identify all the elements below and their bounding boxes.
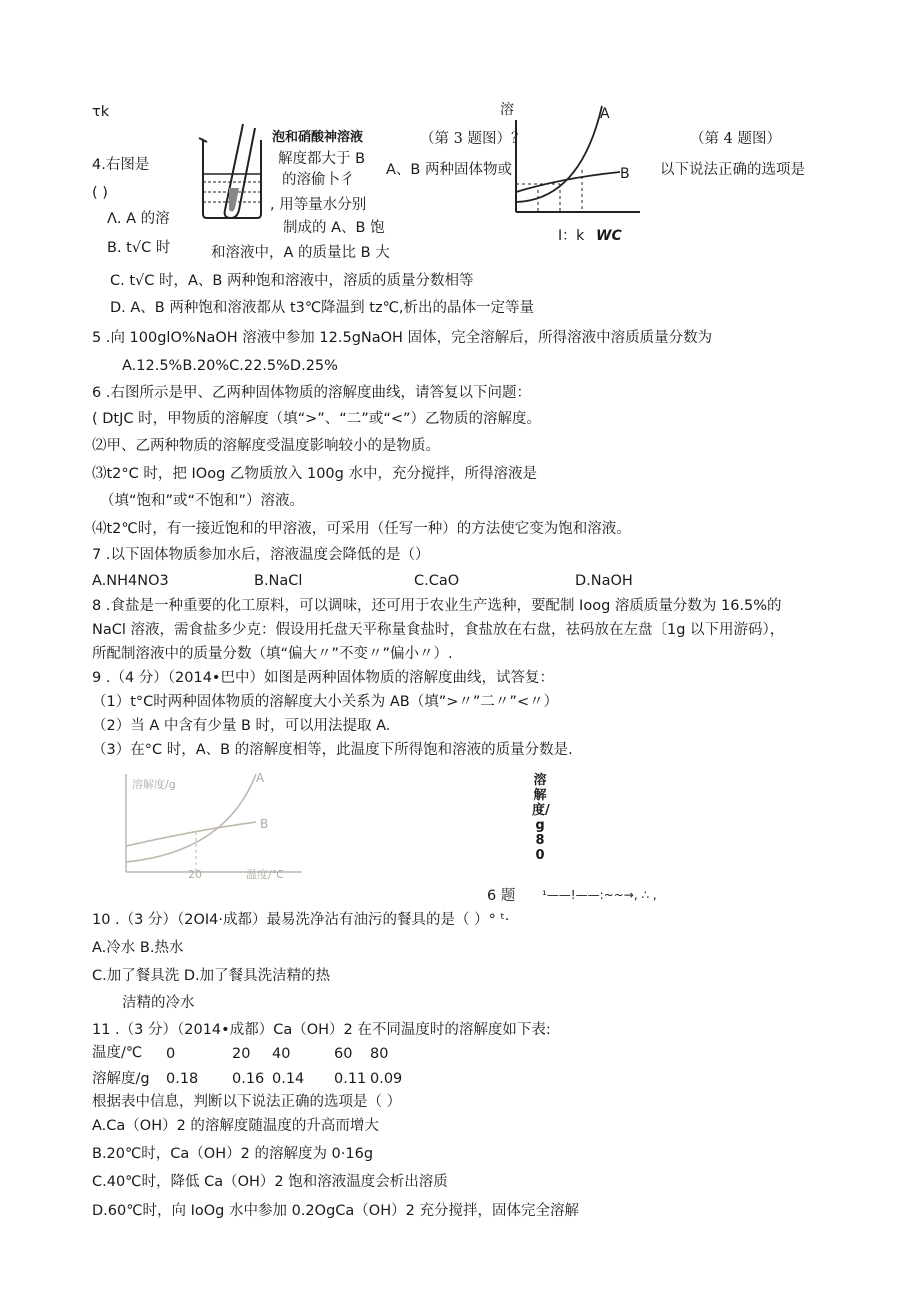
question-4-option-d: D. A、B 两种饱和溶液都从 t3℃降温到 tz℃,析出的晶体一定等量 bbox=[110, 300, 534, 316]
question-7-option-c: C.CaO bbox=[414, 573, 460, 589]
table-temperature-cell: 0 bbox=[166, 1046, 176, 1062]
question-8-line-3: 所配制溶液中的质量分数（填“偏大〃”不变〃”偏小〃）. bbox=[92, 646, 453, 662]
question-4-fragment-3: , 用等量水分别 bbox=[270, 197, 367, 213]
test-tube-icon bbox=[225, 124, 255, 218]
question-6-stem: 6 .右图所示是甲、乙两种固体物质的溶解度曲线，请答复以下问题： bbox=[92, 385, 531, 401]
table-temperature-label: 温度/℃ bbox=[92, 1045, 143, 1061]
table-solubility-cell: 0.09 bbox=[370, 1071, 403, 1087]
question-11-option-d: D.60℃时，向 IoOg 水中参加 0.2OgCa（OH）2 充分搅拌，固体完全溶解 bbox=[92, 1203, 579, 1219]
question-5-stem: 5 .向 100glO%NaOH 溶液中参加 12.5gNaOH 固体，完全溶解后，所得溶液中溶质质量分数为 bbox=[92, 330, 713, 346]
question-6-part-2: ⑵甲、乙两种物质的溶解度受温度影响较小的是物质。 bbox=[92, 438, 440, 454]
figure-3-caption: （第 3 题图）？ bbox=[420, 131, 526, 147]
graph-9-x-label: 温度/℃ bbox=[246, 868, 285, 881]
question-11-option-c: C.40℃时，降低 Ca（OH）2 饱和溶液温度会析出溶质 bbox=[92, 1174, 448, 1190]
graph-9-curve-b bbox=[126, 822, 256, 846]
question-4-option-a: Λ. A 的溶 bbox=[107, 211, 170, 227]
table-solubility-label: 溶解度/g bbox=[92, 1071, 150, 1087]
graph-4-curve-a-label: A bbox=[600, 106, 610, 122]
table-temperature-cell: 20 bbox=[232, 1046, 251, 1062]
fragment-tk: τk bbox=[92, 104, 110, 120]
question-7-option-a: A.NH4NO3 bbox=[92, 573, 169, 589]
question-7-stem: 7 .以下固体物质参加水后，溶液温度会降低的是（） bbox=[92, 547, 430, 563]
question-7-option-b: B.NaCl bbox=[254, 573, 303, 589]
table-temperature-cell: 60 bbox=[334, 1046, 353, 1062]
graph-4-x-label-unit: WC bbox=[596, 228, 622, 244]
question-6-part-3b: （填“饱和”或“不饱和”）溶液。 bbox=[100, 493, 305, 509]
question-4-fragment-1: 解度都大于 B bbox=[278, 151, 366, 167]
beaker-figure bbox=[195, 122, 275, 222]
question-6-part-1: ( DtJC 时，甲物质的溶解度（填“>”、“二”或“<”）乙物质的溶解度。 bbox=[92, 411, 541, 427]
question-4-option-c: C. t√C 时，A、B 两种饱和溶液中，溶质的质量分数相等 bbox=[110, 273, 474, 289]
figure-4-caption: （第 4 题图） bbox=[690, 131, 781, 147]
graph-9-curve-a-label: A bbox=[256, 771, 265, 785]
question-10-option-continuation: 洁精的冷水 bbox=[122, 995, 195, 1011]
question-7-option-d: D.NaOH bbox=[575, 573, 633, 589]
graph-9-curve-b-label: B bbox=[260, 817, 269, 831]
table-temperature-cell: 40 bbox=[272, 1046, 291, 1062]
graph-4-y-label: 溶 bbox=[500, 102, 514, 118]
question-8-line-2: NaCl 溶液，需食盐多少克：假设用托盘天平称量食盐时，食盐放在右盘，祛码放在左盘〔1g 以下用游码）， bbox=[92, 622, 785, 638]
graph-4-curve-b bbox=[516, 172, 620, 192]
question-9-part-1: （1）t°C时两种固体物质的溶解度大小关系为 AB（填”>〃”二〃”<〃） bbox=[92, 694, 559, 710]
question-9-part-3: （3）在°C 时，A、B 的溶解度相等，此温度下所得饱和溶液的质量分数是. bbox=[92, 742, 573, 758]
figure-6-vertical-label: 溶解度/g80 bbox=[532, 773, 550, 863]
question-8-line-1: 8 .食盐是一种重要的化工原料，可以调味，还可用于农业生产选种，要配制 Ioog 溶质质量分数为 16.5%的 bbox=[92, 598, 782, 614]
beaker-label: 泡和硝酸神溶液 bbox=[272, 130, 364, 145]
solubility-graph-q9 bbox=[116, 772, 306, 882]
graph-9-y-label: 溶解度/g bbox=[132, 778, 176, 791]
question-5-options: A.12.5%B.20%C.22.5%D.25% bbox=[122, 358, 338, 374]
question-4-option-b: B. t√C 时 bbox=[107, 240, 171, 256]
question-4-fragment-2: 的溶偷卜彳 bbox=[282, 172, 355, 188]
table-solubility-cell: 0.14 bbox=[272, 1071, 305, 1087]
question-11-option-b: B.20℃时，Ca（OH）2 的溶解度为 0·16g bbox=[92, 1146, 374, 1162]
question-11-option-a: A.Ca（OH）2 的溶解度随温度的升高而增大 bbox=[92, 1118, 379, 1134]
question-10-stem: 10 .（3 分）（2OI4·成都）最易洗净沾有油污的餐具的是（ ）° ᵗ· bbox=[92, 912, 510, 928]
question-10-options-ab: A.冷水 B.热水 bbox=[92, 940, 184, 956]
question-6-part-4: ⑷t2℃时，有一接近饱和的甲溶液，可采用（任写一种）的方法使它变为饱和溶液。 bbox=[92, 521, 631, 537]
graph-4-curve-b-label: B bbox=[620, 166, 630, 182]
question-4-correct-text: 以下说法正确的选项是 bbox=[660, 162, 805, 178]
question-9-part-2: （2）当 A 中含有少量 B 时，可以用法提取 A. bbox=[92, 718, 391, 734]
question-10-options-cd: C.加了餐具洗 D.加了餐具洗洁精的热 bbox=[92, 968, 331, 984]
table-solubility-cell: 0.16 bbox=[232, 1071, 265, 1087]
graph-9-x-tick-20: 20 bbox=[188, 868, 202, 881]
question-11-prompt: 根据表中信息，判断以下说法正确的选项是（ ） bbox=[92, 1094, 402, 1110]
table-solubility-cell: 0.11 bbox=[334, 1071, 367, 1087]
graph-4-x-label: I：k bbox=[558, 228, 585, 244]
question-4-stem: 4.右图是 bbox=[92, 157, 150, 173]
question-4-answer-paren: ( ) bbox=[92, 185, 108, 201]
question-4-fragment-4: 制成的 A、B 饱 bbox=[283, 220, 385, 236]
figure-6-axis-remnant: ¹——!——:~~→, ∴ , bbox=[542, 888, 657, 902]
table-temperature-cell: 80 bbox=[370, 1046, 389, 1062]
question-6-part-3: ⑶t2°C 时，把 IOog 乙物质放入 100g 水中，充分搅拌，所得溶液是 bbox=[92, 466, 537, 482]
table-solubility-cell: 0.18 bbox=[166, 1071, 199, 1087]
question-4-ab-text: A、B 两种固体物或 bbox=[386, 162, 512, 178]
question-9-stem: 9 .（4 分）（2014•巴中）如图是两种固体物质的溶解度曲线，试答复： bbox=[92, 670, 554, 686]
question-4-fragment-5: 和溶液中，A 的质量比 B 大 bbox=[211, 245, 390, 261]
question-11-stem: 11 .（3 分）（2014•成都）Ca（OH）2 在不同温度时的溶解度如下表: bbox=[92, 1022, 551, 1038]
solubility-graph-q4 bbox=[500, 100, 650, 250]
figure-6-caption: 6 题 bbox=[487, 888, 516, 904]
